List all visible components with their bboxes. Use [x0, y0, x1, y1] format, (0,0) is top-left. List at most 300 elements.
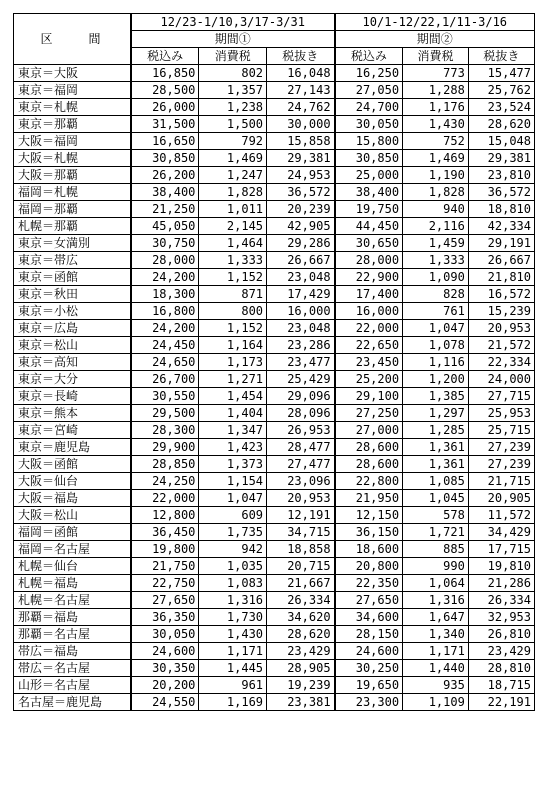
table-row — [14, 643, 535, 660]
p2-tax-cell: 1,171 — [403, 643, 469, 660]
p1-tax-incl-cell: 24,200 — [131, 269, 199, 286]
table-row — [14, 388, 535, 405]
p2-tax-cell: 1,361 — [403, 456, 469, 473]
p2-tax-excl-cell: 22,191 — [468, 694, 534, 711]
p1-tax-excl-cell: 20,239 — [267, 201, 335, 218]
p2-tax-cell: 773 — [403, 65, 469, 82]
p1-tax-incl-cell: 24,650 — [131, 354, 199, 371]
p1-tax-excl-cell: 28,096 — [267, 405, 335, 422]
p2-tax-incl-cell: 25,200 — [335, 371, 403, 388]
p1-tax-incl-cell: 29,500 — [131, 405, 199, 422]
route-cell: 東京＝長崎 — [14, 388, 131, 405]
route-cell: 東京＝秋田 — [14, 286, 131, 303]
route-cell: 東京＝鹿児島 — [14, 439, 131, 456]
p2-tax-incl-cell: 27,650 — [335, 592, 403, 609]
route-cell: 名古屋＝鹿児島 — [14, 694, 131, 711]
p2-tax-incl-cell: 22,650 — [335, 337, 403, 354]
p1-tax-cell: 1,152 — [199, 320, 267, 337]
route-cell: 大阪＝那覇 — [14, 167, 131, 184]
p2-tax-cell: 752 — [403, 133, 469, 150]
p2-tax-incl-cell: 29,100 — [335, 388, 403, 405]
p1-tax-excl-cell: 26,334 — [267, 592, 335, 609]
p2-tax-cell: 828 — [403, 286, 469, 303]
p1-tax-incl-cell: 28,850 — [131, 456, 199, 473]
p1-tax-excl-cell: 20,715 — [267, 558, 335, 575]
table-row — [14, 371, 535, 388]
p2-tax-cell: 2,116 — [403, 218, 469, 235]
p1-tax-cell: 1,271 — [199, 371, 267, 388]
route-cell: 大阪＝福島 — [14, 490, 131, 507]
p1-tax-excl-cell: 15,858 — [267, 133, 335, 150]
period2-dates: 10/1-12/22,1/11-3/16 — [335, 14, 535, 31]
p1-tax-excl-cell: 12,191 — [267, 507, 335, 524]
p2-tax-excl-cell: 24,000 — [468, 371, 534, 388]
p1-tax-excl-cell: 23,048 — [267, 320, 335, 337]
p2-tax-excl-header: 税抜き — [468, 48, 534, 65]
route-cell: 山形＝名古屋 — [14, 677, 131, 694]
p1-tax-incl-cell: 38,400 — [131, 184, 199, 201]
p2-tax-incl-cell: 27,050 — [335, 82, 403, 99]
p1-tax-cell: 1,445 — [199, 660, 267, 677]
p1-tax-incl-cell: 26,200 — [131, 167, 199, 184]
p1-tax-cell: 1,171 — [199, 643, 267, 660]
p2-tax-excl-cell: 20,953 — [468, 320, 534, 337]
p1-tax-excl-cell: 18,858 — [267, 541, 335, 558]
table-row — [14, 660, 535, 677]
period2-label: 期間② — [335, 31, 535, 48]
p2-tax-cell: 940 — [403, 201, 469, 218]
p2-tax-cell: 1,430 — [403, 116, 469, 133]
period1-label: 期間① — [131, 31, 335, 48]
p1-tax-excl-cell: 29,381 — [267, 150, 335, 167]
p1-tax-cell: 1,011 — [199, 201, 267, 218]
p2-tax-excl-cell: 29,191 — [468, 235, 534, 252]
p2-tax-incl-cell: 15,800 — [335, 133, 403, 150]
table-row — [14, 490, 535, 507]
p2-tax-excl-cell: 22,334 — [468, 354, 534, 371]
p1-tax-incl-cell: 16,850 — [131, 65, 199, 82]
p1-tax-excl-cell: 29,096 — [267, 388, 335, 405]
p1-tax-incl-cell: 24,550 — [131, 694, 199, 711]
p2-tax-incl-cell: 30,650 — [335, 235, 403, 252]
table-row — [14, 303, 535, 320]
table-row — [14, 354, 535, 371]
table-row — [14, 116, 535, 133]
p2-tax-excl-cell: 23,810 — [468, 167, 534, 184]
p2-tax-cell: 1,190 — [403, 167, 469, 184]
p2-tax-excl-cell: 32,953 — [468, 609, 534, 626]
p1-tax-excl-cell: 16,048 — [267, 65, 335, 82]
p2-tax-incl-cell: 30,850 — [335, 150, 403, 167]
route-cell: 札幌＝仙台 — [14, 558, 131, 575]
p2-tax-cell: 1,085 — [403, 473, 469, 490]
p1-tax-excl-cell: 24,953 — [267, 167, 335, 184]
p1-tax-excl-cell: 20,953 — [267, 490, 335, 507]
p2-tax-excl-cell: 28,810 — [468, 660, 534, 677]
p1-tax-excl-header: 税抜き — [267, 48, 335, 65]
route-cell: 福岡＝那覇 — [14, 201, 131, 218]
p2-tax-excl-cell: 15,239 — [468, 303, 534, 320]
p2-tax-incl-cell: 24,600 — [335, 643, 403, 660]
p2-tax-cell: 1,469 — [403, 150, 469, 167]
p1-tax-incl-cell: 27,650 — [131, 592, 199, 609]
p2-tax-cell: 1,090 — [403, 269, 469, 286]
p1-tax-cell: 942 — [199, 541, 267, 558]
p1-tax-excl-cell: 34,620 — [267, 609, 335, 626]
route-cell: 大阪＝函館 — [14, 456, 131, 473]
table-row — [14, 235, 535, 252]
p2-tax-cell: 1,285 — [403, 422, 469, 439]
p2-tax-incl-cell: 21,950 — [335, 490, 403, 507]
table-row — [14, 337, 535, 354]
route-cell: 帯広＝福島 — [14, 643, 131, 660]
p2-tax-incl-cell: 30,050 — [335, 116, 403, 133]
p2-tax-cell: 1,385 — [403, 388, 469, 405]
p1-tax-cell: 1,454 — [199, 388, 267, 405]
route-cell: 東京＝函館 — [14, 269, 131, 286]
p1-tax-cell: 1,373 — [199, 456, 267, 473]
route-cell: 東京＝福岡 — [14, 82, 131, 99]
route-cell: 那覇＝名古屋 — [14, 626, 131, 643]
p2-tax-incl-cell: 16,250 — [335, 65, 403, 82]
p2-tax-excl-cell: 26,810 — [468, 626, 534, 643]
p2-tax-header: 消費税 — [403, 48, 469, 65]
p1-tax-cell: 1,152 — [199, 269, 267, 286]
p2-tax-cell: 1,116 — [403, 354, 469, 371]
p2-tax-cell: 1,200 — [403, 371, 469, 388]
p2-tax-incl-cell: 25,000 — [335, 167, 403, 184]
p1-tax-cell: 1,730 — [199, 609, 267, 626]
p2-tax-excl-cell: 21,810 — [468, 269, 534, 286]
table-row — [14, 439, 535, 456]
p1-tax-excl-cell: 28,477 — [267, 439, 335, 456]
p1-tax-excl-cell: 27,143 — [267, 82, 335, 99]
route-cell: 東京＝大分 — [14, 371, 131, 388]
p1-tax-excl-cell: 21,667 — [267, 575, 335, 592]
p2-tax-cell: 1,176 — [403, 99, 469, 116]
p1-tax-excl-cell: 16,000 — [267, 303, 335, 320]
p2-tax-incl-cell: 22,350 — [335, 575, 403, 592]
p2-tax-excl-cell: 17,715 — [468, 541, 534, 558]
p1-tax-incl-cell: 12,800 — [131, 507, 199, 524]
route-cell: 東京＝熊本 — [14, 405, 131, 422]
p2-tax-excl-cell: 26,334 — [468, 592, 534, 609]
p1-tax-cell: 1,430 — [199, 626, 267, 643]
route-cell: 東京＝小松 — [14, 303, 131, 320]
p1-tax-incl-cell: 30,050 — [131, 626, 199, 643]
route-cell: 札幌＝名古屋 — [14, 592, 131, 609]
p1-tax-cell: 1,500 — [199, 116, 267, 133]
p2-tax-excl-cell: 27,239 — [468, 439, 534, 456]
route-cell: 東京＝那覇 — [14, 116, 131, 133]
table-row — [14, 694, 535, 711]
p1-tax-excl-cell: 23,381 — [267, 694, 335, 711]
p2-tax-incl-cell: 36,150 — [335, 524, 403, 541]
p2-tax-incl-cell: 28,600 — [335, 439, 403, 456]
p1-tax-excl-cell: 36,572 — [267, 184, 335, 201]
p2-tax-incl-cell: 30,250 — [335, 660, 403, 677]
p2-tax-incl-cell: 44,450 — [335, 218, 403, 235]
p2-tax-cell: 1,316 — [403, 592, 469, 609]
p2-tax-cell: 1,333 — [403, 252, 469, 269]
p1-tax-cell: 1,047 — [199, 490, 267, 507]
route-cell: 東京＝高知 — [14, 354, 131, 371]
route-cell: 東京＝松山 — [14, 337, 131, 354]
p1-tax-cell: 792 — [199, 133, 267, 150]
p1-tax-cell: 1,464 — [199, 235, 267, 252]
table-row — [14, 422, 535, 439]
p1-tax-excl-cell: 17,429 — [267, 286, 335, 303]
table-row — [14, 626, 535, 643]
p1-tax-excl-cell: 27,477 — [267, 456, 335, 473]
p2-tax-excl-cell: 29,381 — [468, 150, 534, 167]
p2-tax-cell: 1,440 — [403, 660, 469, 677]
p1-tax-incl-cell: 22,000 — [131, 490, 199, 507]
route-cell: 東京＝大阪 — [14, 65, 131, 82]
p2-tax-incl-cell: 24,700 — [335, 99, 403, 116]
table-row — [14, 133, 535, 150]
table-row — [14, 201, 535, 218]
table-row — [14, 184, 535, 201]
p2-tax-excl-cell: 18,715 — [468, 677, 534, 694]
p1-tax-excl-cell: 28,620 — [267, 626, 335, 643]
p2-tax-excl-cell: 16,572 — [468, 286, 534, 303]
p1-tax-cell: 1,035 — [199, 558, 267, 575]
table-row — [14, 609, 535, 626]
p1-tax-cell: 1,347 — [199, 422, 267, 439]
p2-tax-cell: 1,647 — [403, 609, 469, 626]
p2-tax-excl-cell: 36,572 — [468, 184, 534, 201]
p1-tax-incl-cell: 20,200 — [131, 677, 199, 694]
route-cell: 東京＝札幌 — [14, 99, 131, 116]
p1-tax-cell: 1,333 — [199, 252, 267, 269]
table-row — [14, 65, 535, 82]
p1-tax-excl-cell: 23,477 — [267, 354, 335, 371]
p2-tax-excl-cell: 27,239 — [468, 456, 534, 473]
p1-tax-excl-cell: 42,905 — [267, 218, 335, 235]
p1-tax-excl-cell: 23,286 — [267, 337, 335, 354]
p1-tax-excl-cell: 26,953 — [267, 422, 335, 439]
table-row — [14, 592, 535, 609]
p1-tax-cell: 1,169 — [199, 694, 267, 711]
p1-tax-cell: 1,238 — [199, 99, 267, 116]
route-cell: 大阪＝仙台 — [14, 473, 131, 490]
p1-tax-incl-cell: 30,750 — [131, 235, 199, 252]
p2-tax-incl-cell: 38,400 — [335, 184, 403, 201]
p1-tax-incl-cell: 16,650 — [131, 133, 199, 150]
table-row — [14, 473, 535, 490]
p2-tax-incl-cell: 27,250 — [335, 405, 403, 422]
p1-tax-cell: 800 — [199, 303, 267, 320]
p2-tax-cell: 1,297 — [403, 405, 469, 422]
p2-tax-incl-cell: 18,600 — [335, 541, 403, 558]
p2-tax-excl-cell: 15,477 — [468, 65, 534, 82]
p2-tax-cell: 1,828 — [403, 184, 469, 201]
p2-tax-cell: 1,459 — [403, 235, 469, 252]
p2-tax-excl-cell: 23,429 — [468, 643, 534, 660]
p1-tax-cell: 1,083 — [199, 575, 267, 592]
p1-tax-excl-cell: 30,000 — [267, 116, 335, 133]
route-cell: 福岡＝函館 — [14, 524, 131, 541]
p1-tax-cell: 609 — [199, 507, 267, 524]
table-row — [14, 269, 535, 286]
p2-tax-cell: 761 — [403, 303, 469, 320]
p1-tax-excl-cell: 28,905 — [267, 660, 335, 677]
p1-tax-excl-cell: 23,429 — [267, 643, 335, 660]
p1-tax-cell: 1,247 — [199, 167, 267, 184]
fare-table-container — [13, 13, 535, 711]
p2-tax-incl-cell: 28,600 — [335, 456, 403, 473]
p1-tax-incl-cell: 36,450 — [131, 524, 199, 541]
p2-tax-cell: 1,109 — [403, 694, 469, 711]
route-cell: 東京＝女満別 — [14, 235, 131, 252]
p1-tax-incl-cell: 16,800 — [131, 303, 199, 320]
route-cell: 札幌＝那覇 — [14, 218, 131, 235]
p1-tax-cell: 1,164 — [199, 337, 267, 354]
p1-tax-excl-cell: 25,429 — [267, 371, 335, 388]
p1-tax-incl-cell: 22,750 — [131, 575, 199, 592]
p1-tax-incl-header: 税込み — [131, 48, 199, 65]
p1-tax-cell: 961 — [199, 677, 267, 694]
table-header — [14, 14, 535, 65]
p2-tax-incl-cell: 28,000 — [335, 252, 403, 269]
route-cell: 大阪＝札幌 — [14, 150, 131, 167]
p1-tax-incl-cell: 36,350 — [131, 609, 199, 626]
p2-tax-cell: 885 — [403, 541, 469, 558]
p2-tax-incl-cell: 16,000 — [335, 303, 403, 320]
table-row — [14, 507, 535, 524]
route-cell: 東京＝帯広 — [14, 252, 131, 269]
p2-tax-excl-cell: 27,715 — [468, 388, 534, 405]
p1-tax-cell: 1,404 — [199, 405, 267, 422]
p2-tax-cell: 1,721 — [403, 524, 469, 541]
route-cell: 大阪＝松山 — [14, 507, 131, 524]
p2-tax-excl-cell: 25,762 — [468, 82, 534, 99]
p1-tax-excl-cell: 29,286 — [267, 235, 335, 252]
p2-tax-incl-cell: 22,800 — [335, 473, 403, 490]
p1-tax-excl-cell: 23,048 — [267, 269, 335, 286]
p1-tax-incl-cell: 28,000 — [131, 252, 199, 269]
p2-tax-cell: 1,361 — [403, 439, 469, 456]
table-row — [14, 524, 535, 541]
route-cell: 東京＝広島 — [14, 320, 131, 337]
p2-tax-incl-cell: 19,650 — [335, 677, 403, 694]
p2-tax-incl-cell: 22,000 — [335, 320, 403, 337]
p1-tax-cell: 2,145 — [199, 218, 267, 235]
p1-tax-excl-cell: 26,667 — [267, 252, 335, 269]
p1-tax-cell: 802 — [199, 65, 267, 82]
period1-dates: 12/23-1/10,3/17-3/31 — [131, 14, 335, 31]
route-cell: 福岡＝札幌 — [14, 184, 131, 201]
p1-tax-excl-cell: 19,239 — [267, 677, 335, 694]
p1-tax-incl-cell: 24,250 — [131, 473, 199, 490]
p1-tax-incl-cell: 31,500 — [131, 116, 199, 133]
p2-tax-cell: 1,064 — [403, 575, 469, 592]
route-cell: 札幌＝福島 — [14, 575, 131, 592]
p1-tax-cell: 1,828 — [199, 184, 267, 201]
p1-tax-incl-cell: 30,850 — [131, 150, 199, 167]
p1-tax-incl-cell: 29,900 — [131, 439, 199, 456]
p2-tax-excl-cell: 21,286 — [468, 575, 534, 592]
p1-tax-cell: 1,173 — [199, 354, 267, 371]
p2-tax-cell: 990 — [403, 558, 469, 575]
table-row — [14, 167, 535, 184]
p2-tax-incl-cell: 22,900 — [335, 269, 403, 286]
p1-tax-cell: 1,154 — [199, 473, 267, 490]
section-header: 区 間 — [14, 14, 131, 65]
p2-tax-excl-cell: 23,524 — [468, 99, 534, 116]
p1-tax-incl-cell: 24,200 — [131, 320, 199, 337]
p2-tax-excl-cell: 42,334 — [468, 218, 534, 235]
p1-tax-cell: 1,423 — [199, 439, 267, 456]
table-row — [14, 218, 535, 235]
p2-tax-cell: 1,045 — [403, 490, 469, 507]
p2-tax-incl-cell: 34,600 — [335, 609, 403, 626]
p1-tax-incl-cell: 24,450 — [131, 337, 199, 354]
p2-tax-cell: 1,047 — [403, 320, 469, 337]
p1-tax-incl-cell: 30,350 — [131, 660, 199, 677]
p1-tax-incl-cell: 19,800 — [131, 541, 199, 558]
p2-tax-excl-cell: 28,620 — [468, 116, 534, 133]
table-row — [14, 575, 535, 592]
p2-tax-excl-cell: 21,715 — [468, 473, 534, 490]
table-row — [14, 286, 535, 303]
p2-tax-excl-cell: 15,048 — [468, 133, 534, 150]
p2-tax-excl-cell: 25,715 — [468, 422, 534, 439]
table-body — [14, 65, 535, 711]
route-cell: 帯広＝名古屋 — [14, 660, 131, 677]
p2-tax-cell: 1,340 — [403, 626, 469, 643]
p1-tax-incl-cell: 28,300 — [131, 422, 199, 439]
p2-tax-incl-cell: 23,300 — [335, 694, 403, 711]
p1-tax-incl-cell: 21,750 — [131, 558, 199, 575]
p2-tax-incl-cell: 17,400 — [335, 286, 403, 303]
table-row — [14, 99, 535, 116]
p1-tax-incl-cell: 26,700 — [131, 371, 199, 388]
table-row — [14, 677, 535, 694]
p1-tax-excl-cell: 34,715 — [267, 524, 335, 541]
p1-tax-incl-cell: 30,550 — [131, 388, 199, 405]
table-row — [14, 252, 535, 269]
p2-tax-incl-cell: 20,800 — [335, 558, 403, 575]
p1-tax-cell: 1,316 — [199, 592, 267, 609]
p2-tax-cell: 1,078 — [403, 337, 469, 354]
p1-tax-incl-cell: 28,500 — [131, 82, 199, 99]
p2-tax-incl-cell: 19,750 — [335, 201, 403, 218]
p2-tax-excl-cell: 26,667 — [468, 252, 534, 269]
p2-tax-incl-cell: 23,450 — [335, 354, 403, 371]
p1-tax-header: 消費税 — [199, 48, 267, 65]
p2-tax-incl-cell: 28,150 — [335, 626, 403, 643]
p1-tax-incl-cell: 18,300 — [131, 286, 199, 303]
p2-tax-excl-cell: 25,953 — [468, 405, 534, 422]
fare-table — [13, 13, 535, 711]
p2-tax-cell: 1,288 — [403, 82, 469, 99]
route-cell: 大阪＝福岡 — [14, 133, 131, 150]
p1-tax-cell: 871 — [199, 286, 267, 303]
p2-tax-excl-cell: 11,572 — [468, 507, 534, 524]
p1-tax-incl-cell: 26,000 — [131, 99, 199, 116]
p1-tax-cell: 1,735 — [199, 524, 267, 541]
p2-tax-excl-cell: 19,810 — [468, 558, 534, 575]
p2-tax-excl-cell: 20,905 — [468, 490, 534, 507]
table-row — [14, 456, 535, 473]
p2-tax-excl-cell: 34,429 — [468, 524, 534, 541]
p1-tax-incl-cell: 24,600 — [131, 643, 199, 660]
table-row — [14, 405, 535, 422]
p1-tax-incl-cell: 21,250 — [131, 201, 199, 218]
route-cell: 福岡＝名古屋 — [14, 541, 131, 558]
